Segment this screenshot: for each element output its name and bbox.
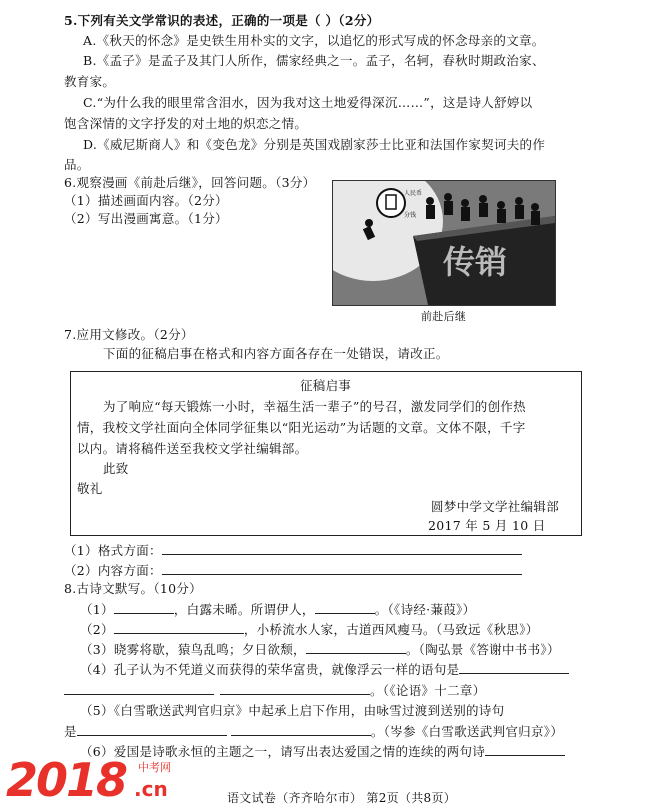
notice-line-4: 此致 <box>103 461 129 476</box>
q8-item-3-text: （3）晓雾将歇，猿鸟乱鸣；夕日欲颓， <box>80 642 306 657</box>
cartoon-image <box>332 180 556 306</box>
notice-date: 2017 年 5 月 10 日 <box>428 518 546 533</box>
q8-item-4-blank-c[interactable] <box>220 682 370 695</box>
q8-item-2-num: （2） <box>80 622 114 637</box>
q8-item-6-blank[interactable] <box>485 743 565 756</box>
q8-item-6-text: （6）爱国是诗歌永恒的主题之一，请写出表达爱国之情的连续的两句诗 <box>80 744 486 759</box>
q8-item-2 <box>80 621 539 638</box>
q5-option-b: B.《孟子》是孟子及其门人所作，儒家经典之一。孟子，名轲，春秋时期政治家、 <box>83 53 545 68</box>
q8-item-1-mid: ，白露未晞。所谓伊人， <box>173 602 315 617</box>
q5-option-b-cont: 教育家。 <box>64 74 116 89</box>
q8-item-1-blank-b[interactable] <box>315 601 375 614</box>
q8-item-5-cont <box>64 723 563 740</box>
q8-item-2-mid: ，小桥流水人家，古道西风瘦马。（马致远《秋思》） <box>243 622 539 637</box>
q8-item-3-end: 。（陶弘景《答谢中书书》） <box>405 642 560 657</box>
q8-item-5-blank-b[interactable] <box>231 723 371 736</box>
q8-item-5: （5）《白雪歌送武判官归京》中起承上启下作用，由咏雪过渡到送别的诗句 <box>80 703 505 718</box>
q8-item-4-text: （4）孔子认为不凭道义而获得的荣华富贵，就像浮云一样的语句是 <box>80 662 460 677</box>
q7-answer-2 <box>64 562 522 579</box>
q7-answer-2-blank[interactable] <box>162 562 522 575</box>
cartoon-caption: 前赴后继 <box>421 310 467 323</box>
watermark-tag: 中考网 <box>138 761 171 774</box>
q5-stem: 5.下列有关文学常识的表述，正确的一项是（ ）（2分） <box>64 13 380 28</box>
q5-option-c-cont: 饱含深情的文字抒发的对土地的炽恋之情。 <box>64 116 308 131</box>
q8-item-4-blank-b[interactable] <box>64 682 214 695</box>
q8-item-4-blank-a[interactable] <box>459 661 569 674</box>
q5-option-c: C.“为什么我的眼里常含泪水，因为我对这土地爱得深沉……”，这是诗人舒婷以 <box>83 95 533 110</box>
page-footer: 语文试卷（齐齐哈尔市） 第2页（共8页） <box>227 791 457 805</box>
q7-answer-1 <box>64 542 522 559</box>
notice-line-2: 情，我校文学社面向全体同学征集以“阳光运动”为话题的文章。文体不限，千字 <box>77 420 526 435</box>
q5-option-d-cont: 品。 <box>64 157 90 172</box>
q8-item-5-label: 是 <box>64 724 77 739</box>
q8-item-4-end: 。（《论语》十二章） <box>370 683 486 698</box>
q7-intro: 下面的征稿启事在格式和内容方面各存在一处错误，请改正。 <box>103 346 449 361</box>
q8-item-3-blank[interactable] <box>306 641 406 654</box>
notice-line-1: 为了响应“每天锻炼一小时，幸福生活一辈子”的号召，激发同学们的创作热 <box>103 399 526 414</box>
q8-item-2-blank[interactable] <box>114 621 244 634</box>
q8-item-4-cont <box>64 682 486 699</box>
q8-item-5-blank-a[interactable] <box>77 723 227 736</box>
notice-line-3: 以内。请将稿件送至我校文学社编辑部。 <box>77 441 308 456</box>
q7-answer-1-blank[interactable] <box>162 542 522 555</box>
cartoon-illustration <box>333 181 555 305</box>
q6-stem: 6.观察漫画《前赴后继》，回答问题。（3分） <box>64 175 316 190</box>
q8-item-1-blank-a[interactable] <box>114 601 174 614</box>
q6-part1: （1）描述画面内容。（2分） <box>64 193 228 208</box>
coin-label-top: 人民币 <box>404 190 423 197</box>
q7-stem: 7.应用文修改。（2分） <box>64 327 194 342</box>
notice-signature: 圆梦中学文学社编辑部 <box>431 499 560 514</box>
q8-item-3 <box>80 641 560 658</box>
q8-item-1-num: （1） <box>80 602 114 617</box>
q8-item-1-end: 。（《诗经·蒹葭》） <box>374 602 476 617</box>
q8-stem: 8.古诗文默写。（10分） <box>64 581 202 596</box>
cartoon-sign: 传销 <box>443 243 508 281</box>
q7-answer-1-label: （1）格式方面： <box>64 543 162 558</box>
q5-option-d: D.《威尼斯商人》和《变色龙》分别是英国戏剧家莎士比亚和法国作家契诃夫的作 <box>83 137 546 152</box>
q8-item-4 <box>80 661 569 678</box>
watermark-domain: .cn <box>134 777 168 801</box>
notice-line-5: 敬礼 <box>77 481 103 496</box>
watermark-year: 2018 <box>6 753 127 807</box>
q6-part2: （2）写出漫画寓意。（1分） <box>64 211 228 226</box>
watermark-logo <box>6 753 206 807</box>
q5-option-a: A.《秋天的怀念》是史铁生用朴实的文字，以追忆的形式写成的怀念母亲的文章。 <box>83 33 545 48</box>
q7-answer-2-label: （2）内容方面： <box>64 563 162 578</box>
notice-title: 征稿启事 <box>300 378 352 393</box>
coin-label-bottom: 分钱 <box>404 212 417 219</box>
q8-item-5-end: 。（岑参《白雪歌送武判官归京》） <box>370 724 564 739</box>
q8-item-1 <box>80 601 475 618</box>
